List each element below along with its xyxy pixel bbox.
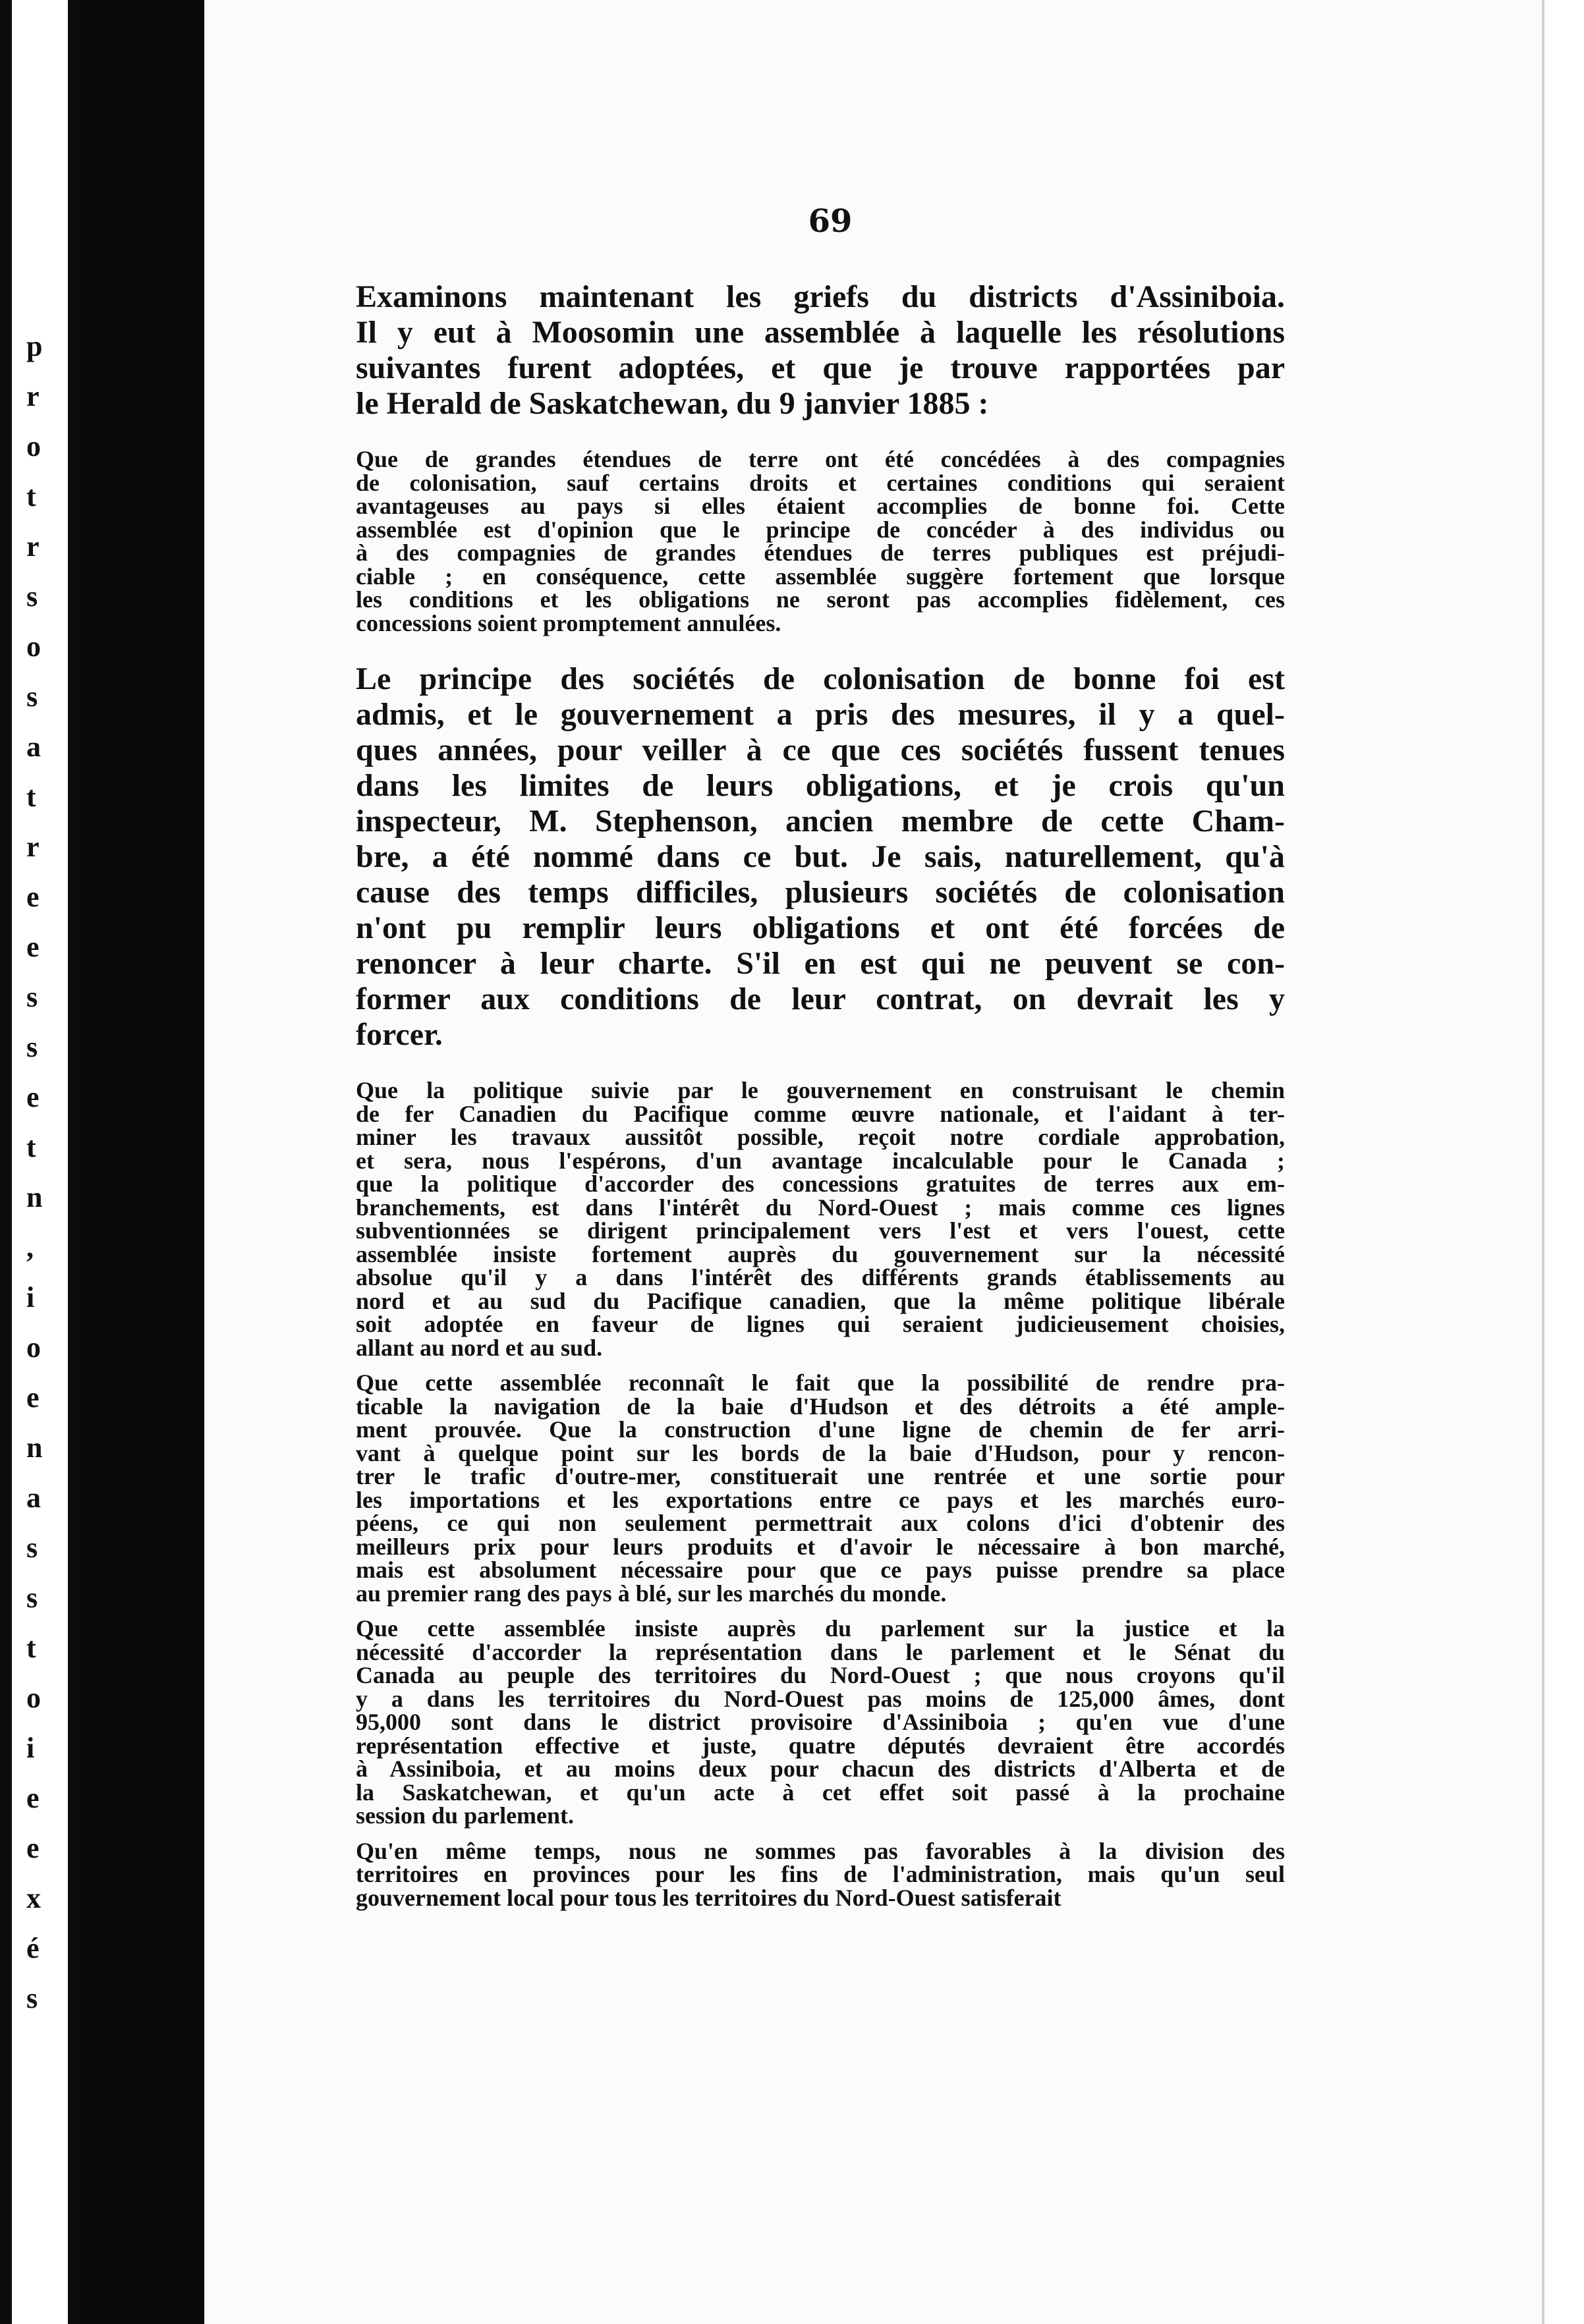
text-line: 95,000 sont dans le district provisoire d'Assiniboia ; qu'en vue d'une xyxy=(356,1709,1285,1735)
text-line: miner les travaux aussitôt possible, reçoit notre cordiale approbation, xyxy=(356,1124,1285,1150)
text-line: absolue qu'il y a dans l'intérêt des différents grands établissements au xyxy=(356,1264,1285,1290)
text-line: n'ont pu remplir leurs obligations et ont été forcées de xyxy=(356,910,1285,945)
text-line: ticable la navigation de la baie d'Hudson et des détroits a été ample- xyxy=(356,1393,1285,1420)
text-line: avantageuses au pays si elles étaient accomplies de bonne foi. Cette xyxy=(356,493,1285,519)
text-line: représentation effective et juste, quatre députés devraient être accordés xyxy=(356,1732,1285,1759)
text-line: session du parlement. xyxy=(356,1802,575,1829)
adjacent-page-char: i xyxy=(26,1732,35,1764)
adjacent-page-char: p xyxy=(26,330,43,362)
text-line: suivantes furent adoptées, et que je trouve rapportées par xyxy=(356,350,1285,385)
text-line: au premier rang des pays à blé, sur les marchés du monde. xyxy=(356,1580,947,1607)
previous-page-text-fragments xyxy=(26,0,66,2324)
quoted-resolution xyxy=(356,1617,1285,1828)
adjacent-page-char: e xyxy=(26,1381,40,1414)
adjacent-page-char: t xyxy=(26,781,36,813)
text-line: assemblée est d'opinion que le principe de concéder à des individus ou xyxy=(356,516,1285,543)
body-paragraph xyxy=(356,279,1285,422)
text-line: Canada au peuple des territoires du Nord-Ouest ; que nous croyons qu'il xyxy=(356,1662,1285,1688)
adjacent-page-char: r xyxy=(26,831,40,863)
quoted-resolution xyxy=(356,448,1285,635)
text-line: nécessité d'accorder la représentation dans le parlement et le Sénat du xyxy=(356,1638,1285,1665)
text-line: cause des temps difficiles, plusieurs sociétés de colonisation xyxy=(356,875,1285,910)
adjacent-page-char: e xyxy=(26,931,40,963)
adjacent-page-char: e xyxy=(26,1782,40,1814)
adjacent-page-char: o xyxy=(26,1682,41,1714)
page-content xyxy=(356,191,1285,1910)
text-line: mais est absolument nécessaire pour que ce pays puisse prendre sa place xyxy=(356,1557,1285,1583)
text-line: assemblée insiste fortement auprès du gouvernement sur la nécessité xyxy=(356,1240,1285,1267)
text-line: trer le trafic d'outre-mer, constituerait une rentrée et une sortie pour xyxy=(356,1463,1285,1489)
text-line: Que cette assemblée reconnaît le fait que la possibilité de rendre pra- xyxy=(356,1370,1285,1396)
text-line: vant à quelque point sur les bords de la baie d'Hudson, pour y rencon- xyxy=(356,1439,1285,1466)
adjacent-page-char: a xyxy=(26,1481,41,1514)
text-line: bre, a été nommé dans ce but. Je sais, naturellement, qu'à xyxy=(356,839,1285,874)
text-line: inspecteur, M. Stephenson, ancien membre de cette Cham- xyxy=(356,804,1285,839)
adjacent-page-char: , xyxy=(26,1231,34,1263)
adjacent-page-char: o xyxy=(26,1331,41,1364)
text-line: le Herald de Saskatchewan, du 9 janvier 1885 : xyxy=(356,386,989,421)
text-line: admis, et le gouvernement a pris des mesures, il y a quel- xyxy=(356,697,1285,732)
text-line: à Assiniboia, et au moins deux pour chacun des districts d'Alberta et de xyxy=(356,1756,1285,1782)
text-line: renoncer à leur charte. S'il en est qui ne peuvent se con- xyxy=(356,946,1285,981)
adjacent-page-char: e xyxy=(26,1832,40,1864)
text-line: dans les limites de leurs obligations, et je crois qu'un xyxy=(356,768,1285,803)
text-line: ment prouvée. Que la construction d'une ligne de chemin de fer arri- xyxy=(356,1416,1285,1443)
text-line: Examinons maintenant les griefs du districts d'Assiniboia. xyxy=(356,279,1285,314)
text-line: les conditions et les obligations ne seront pas accomplies fidèlement, ces xyxy=(356,586,1285,613)
page-body xyxy=(356,279,1285,1910)
right-page-edge xyxy=(1542,0,1584,2324)
quoted-resolution xyxy=(356,1371,1285,1605)
text-line: former aux conditions de leur contrat, on devrait les y xyxy=(356,982,1285,1016)
text-line: Qu'en même temps, nous ne sommes pas favorables à la division des xyxy=(356,1837,1285,1864)
text-line: forcer. xyxy=(356,1017,443,1052)
adjacent-page-char: x xyxy=(26,1882,41,1914)
adjacent-page-char: n xyxy=(26,1181,43,1213)
adjacent-page-char: é xyxy=(26,1932,40,1964)
text-line: et sera, nous l'espérons, d'un avantage incalculable pour le Canada ; xyxy=(356,1147,1285,1174)
text-line: Que cette assemblée insiste auprès du parlement sur la justice et la xyxy=(356,1615,1285,1642)
text-line: de fer Canadien du Pacifique comme œuvre nationale, et l'aidant à ter- xyxy=(356,1100,1285,1127)
adjacent-page-char: e xyxy=(26,1081,40,1113)
text-line: de colonisation, sauf certains droits et certaines conditions qui seraient xyxy=(356,469,1285,496)
text-line: que la politique d'accorder des concessions gratuites de terres aux em- xyxy=(356,1171,1285,1197)
text-line: concessions soient promptement annulées. xyxy=(356,609,781,636)
quoted-resolution xyxy=(356,1837,1285,1911)
text-line: les importations et les exportations entre ce pays et les marchés euro- xyxy=(356,1486,1285,1513)
text-line: ciable ; en conséquence, cette assemblée suggère fortement que lorsque xyxy=(356,563,1285,590)
adjacent-page-char: r xyxy=(26,380,40,412)
adjacent-page-char: t xyxy=(26,1632,36,1664)
adjacent-page-char: t xyxy=(26,480,36,512)
text-line: péens, ce qui non seulement permettrait aux colons d'ici d'obtenir des xyxy=(356,1510,1285,1536)
adjacent-page-char: s xyxy=(26,580,38,613)
adjacent-page-char: s xyxy=(26,680,38,713)
text-line: territoires en provinces pour les fins de l'administration, mais qu'un seul xyxy=(356,1861,1285,1887)
text-line: la Saskatchewan, et qu'un acte à cet effet soit passé à la prochaine xyxy=(356,1779,1285,1806)
body-paragraph xyxy=(356,661,1285,1053)
text-line: gouvernement local pour tous les territoires du Nord-Ouest satisferait xyxy=(356,1884,1061,1911)
adjacent-page-char: e xyxy=(26,881,40,913)
text-line: allant au nord et au sud. xyxy=(356,1334,603,1361)
book-gutter xyxy=(79,0,204,2324)
adjacent-page-char: s xyxy=(26,1582,38,1614)
adjacent-page-char: o xyxy=(26,630,41,663)
text-line: branchements, est dans l'intérêt du Nord-Ouest ; mais comme ces lignes xyxy=(356,1194,1285,1221)
adjacent-page-char: a xyxy=(26,731,41,763)
text-line: à des compagnies de grandes étendues de terres publiques est préjudi- xyxy=(356,540,1285,566)
text-line: meilleurs prix pour leurs produits et d'avoir le nécessaire à bon marché, xyxy=(356,1533,1285,1560)
adjacent-page-char: r xyxy=(26,530,40,563)
adjacent-page-char: s xyxy=(26,1982,38,2014)
quoted-resolution xyxy=(356,1079,1285,1360)
text-line: ques années, pour veiller à ce que ces sociétés fussent tenues xyxy=(356,733,1285,767)
text-line: Que la politique suivie par le gouvernement en construisant le chemin xyxy=(356,1077,1285,1103)
adjacent-page-char: o xyxy=(26,430,41,462)
page-number: 69 xyxy=(808,203,853,240)
text-line: soit adoptée en faveur de lignes qui seraient judicieusement choisies, xyxy=(356,1311,1285,1337)
text-line: subventionnées se dirigent principalement vers l'est et vers l'ouest, cette xyxy=(356,1217,1285,1244)
adjacent-page-char: s xyxy=(26,981,38,1013)
text-line: nord et au sud du Pacifique canadien, que la même politique libérale xyxy=(356,1287,1285,1314)
adjacent-page-char: s xyxy=(26,1532,38,1564)
adjacent-page-char: t xyxy=(26,1131,36,1163)
text-line: Il y eut à Moosomin une assemblée à laquelle les résolutions xyxy=(356,315,1285,350)
text-line: Le principe des sociétés de colonisation de bonne foi est xyxy=(356,661,1285,696)
adjacent-page-char: s xyxy=(26,1031,38,1063)
text-line: Que de grandes étendues de terre ont été concédées à des compagnies xyxy=(356,446,1285,472)
text-line: y a dans les territoires du Nord-Ouest pas moins de 125,000 âmes, dont xyxy=(356,1685,1285,1712)
adjacent-page-char: i xyxy=(26,1281,35,1314)
adjacent-page-char: n xyxy=(26,1431,43,1464)
